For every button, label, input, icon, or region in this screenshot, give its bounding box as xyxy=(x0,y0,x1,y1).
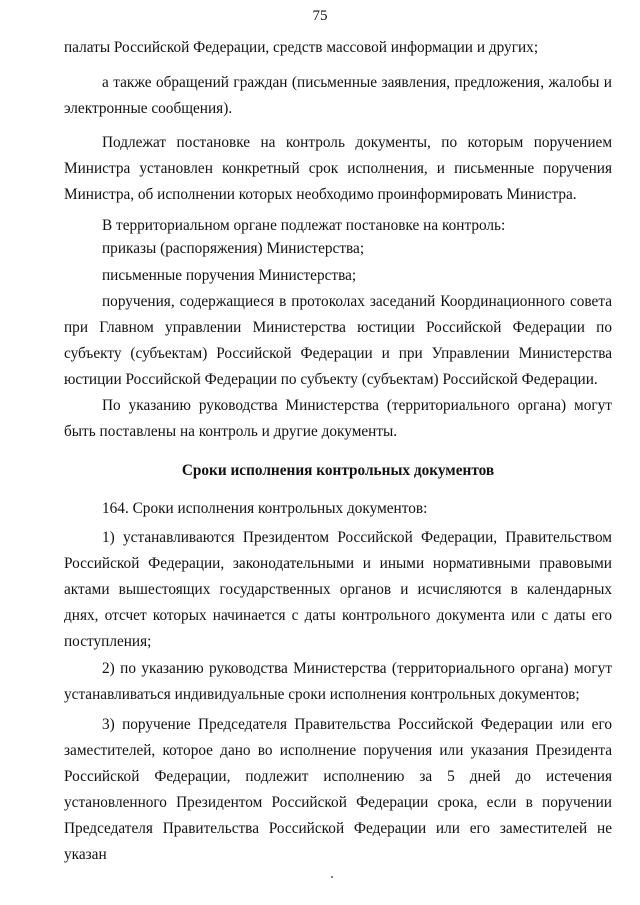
list-item-council-instructions: поручения, содержащиеся в протоколах заседаний Координационного совета при Главном управлении Министерства юстиции Российской Федерации по субъекту (субъектам) Российской Федерации и при Управлении Министерства юстиции Российской Федерации по субъекту (субъектам) Российской Федерации. xyxy=(64,293,612,388)
subclause-2: 2) по указанию руководства Министерства (территориального органа) могут устанавливаться индивидуальные сроки исполнения контрольных документов; xyxy=(64,660,612,703)
list-item-orders: приказы (распоряжения) Министерства; xyxy=(102,240,365,257)
paragraph-other-documents: По указанию руководства Министерства (территориального органа) могут быть поставлены на контроль и другие документы. xyxy=(64,397,612,440)
clause-164: 164. Сроки исполнения контрольных документов: xyxy=(102,500,428,517)
paragraph-citizen-appeals: а также обращений граждан (письменные заявления, предложения, жалобы и электронные сообщения). xyxy=(64,74,612,117)
section-heading: Сроки исполнения контрольных документов xyxy=(181,462,495,479)
scan-speck xyxy=(331,876,333,878)
subclause-3: 3) поручение Председателя Правительства Российской Федерации или его заместителей, которое дано во исполнение поручения или указания Президента Российской Федерации, подлежит исполнению за 5 дней до истечения установленного Президентом Российской Федерации срока, если в поручении Председателя Правительства Российской Федерации или его заместителей не указан xyxy=(64,716,612,863)
page-number: 75 xyxy=(312,8,328,24)
list-item-written-instructions: письменные поручения Министерства; xyxy=(102,267,357,284)
paragraph-territorial-control: В территориальном органе подлежат постановке на контроль: xyxy=(102,217,506,234)
paragraph-control-documents: Подлежат постановке на контроль документы, по которым поручением Министра установлен конкретный срок исполнения, и письменные поручения Министра, об исполнении которых необходимо проинформировать Министра. xyxy=(64,134,612,203)
subclause-1: 1) устанавливаются Президентом Российской Федерации, Правительством Российской Федерации, законодательными и иными нормативными правовыми актами вышестоящих государственных органов и исчисляются в календарных днях, отсчет которых начинается с даты контрольного документа или с даты его поступления; xyxy=(64,529,612,650)
paragraph-continuation: палаты Российской Федерации, средств массовой информации и других; xyxy=(64,39,539,56)
